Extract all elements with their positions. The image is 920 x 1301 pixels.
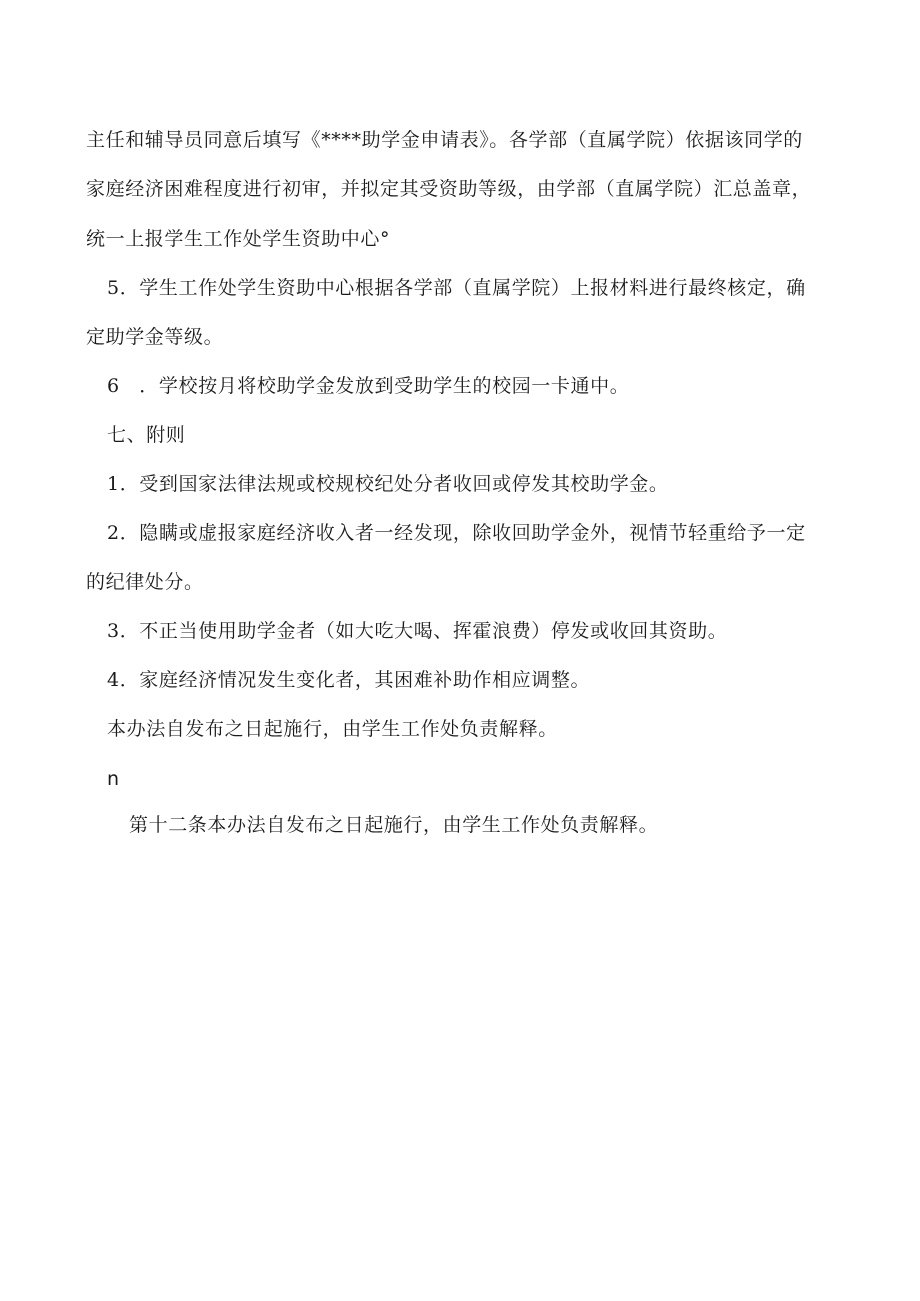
text-line-10: 的纪律处分。	[86, 571, 204, 593]
text-line-11: 3．不正当使用助学金者（如大吃大喝、挥霍浪费）停发或收回其资助。	[107, 620, 728, 642]
text-line-9: 2．隐瞒或虚报家庭经济收入者一经发现，除收回助学金外，视情节轻重给予一定	[107, 522, 806, 544]
text-line-4: 5．学生工作处学生资助中心根据各学部（直属学院）上报材料进行最终核定，确	[107, 277, 806, 299]
article-twelve-line: 第十二条本办法自发布之日起施行，由学生工作处负责解释。	[129, 814, 659, 836]
text-line-2: 家庭经济困难程度进行初审，并拟定其受资助等级，由学部（直属学院）汇总盖章，	[86, 178, 812, 200]
text-line-5: 定助学金等级。	[86, 326, 224, 348]
stray-character: n	[107, 768, 120, 790]
text-line-1: 主任和辅导员同意后填写《****助学金申请表》。各学部（直属学院）依据该同学的	[86, 129, 803, 151]
section-heading-appendix: 七、附则	[107, 424, 186, 446]
text-line-8: 1．受到国家法律法规或校规校纪处分者收回或停发其校助学金。	[107, 473, 669, 495]
text-line-12: 4．家庭经济情况发生变化者，其困难补助作相应调整。	[107, 669, 591, 691]
text-line-6: 6 ．学校按月将校助学金发放到受助学生的校园一卡通中。	[107, 375, 630, 397]
text-line-3: 统一上报学生工作处学生资助中心°	[86, 228, 391, 250]
text-line-13: 本办法自发布之日起施行，由学生工作处负责解释。	[107, 718, 558, 740]
